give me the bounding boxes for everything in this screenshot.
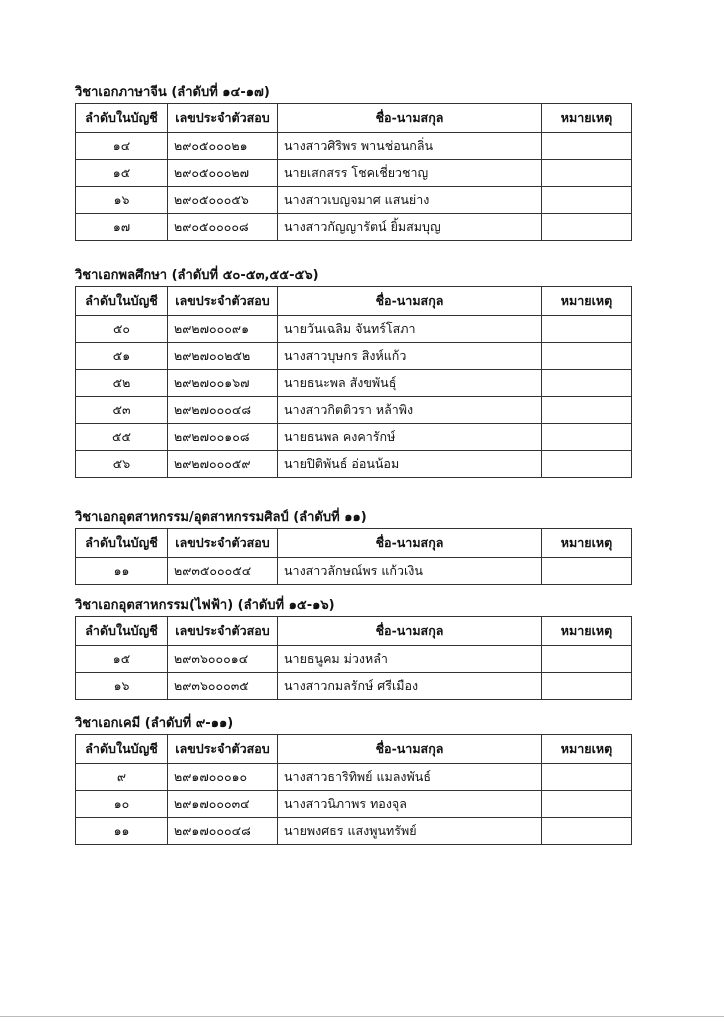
name-cell: นายวันเฉลิม จันทร์โสภา — [278, 316, 542, 343]
name-cell: นายพงศธร แสงพูนทรัพย์ — [278, 818, 542, 845]
order-cell: ๕๓ — [76, 397, 168, 424]
roster-table — [75, 734, 632, 845]
table-row — [76, 764, 632, 791]
exam-id-cell: ๒๙๒๗๐๐๐๕๙ — [168, 451, 278, 478]
table-header-row — [76, 617, 632, 646]
section-3 — [75, 508, 635, 585]
exam-id-cell: ๒๙๓๕๐๐๐๕๔ — [168, 558, 278, 585]
name-header: ชื่อ-นามสกุล — [278, 104, 542, 133]
table-row — [76, 818, 632, 845]
order-cell: ๕๐ — [76, 316, 168, 343]
order-cell: ๕๒ — [76, 370, 168, 397]
table-row — [76, 673, 632, 700]
section-4 — [75, 596, 635, 700]
exam-id-header: เลขประจำตัวสอบ — [168, 529, 278, 558]
name-header: ชื่อ-นามสกุล — [278, 617, 542, 646]
name-cell: นางสาวกมลรักษ์ ศรีเมือง — [278, 673, 542, 700]
table-header-row — [76, 287, 632, 316]
remark-cell — [542, 370, 632, 397]
section-title: วิชาเอกอุตสาหกรรม/อุตสาหกรรมศิลป์ (ลำดับที่ ๑๑) — [75, 510, 367, 525]
remark-header: หมายเหตุ — [542, 617, 632, 646]
remark-header: หมายเหตุ — [542, 735, 632, 764]
name-cell: นางสาวธาริทิพย์ แมลงพันธ์ — [278, 764, 542, 791]
table-row — [76, 214, 632, 241]
order-cell: ๑๖ — [76, 187, 168, 214]
roster-table — [75, 528, 632, 585]
order-cell: ๑๕ — [76, 160, 168, 187]
table-header-row — [76, 529, 632, 558]
table-row — [76, 160, 632, 187]
roster-table — [75, 103, 632, 241]
name-cell: นางสาวศิริพร พานช่อนกลิ่น — [278, 133, 542, 160]
section-title: วิชาเอกพลศึกษา (ลำดับที่ ๕๐-๕๓,๕๕-๕๖) — [75, 268, 319, 283]
order-header: ลำดับในบัญชี — [76, 104, 168, 133]
order-cell: ๙ — [76, 764, 168, 791]
section-title: วิชาเอกอุตสาหกรรม(ไฟฟ้า) (ลำดับที่ ๑๕-๑๖) — [75, 598, 335, 613]
remark-cell — [542, 558, 632, 585]
remark-cell — [542, 451, 632, 478]
remark-header: หมายเหตุ — [542, 529, 632, 558]
table-row — [76, 397, 632, 424]
name-cell: นายเสกสรร โชคเชี่ยวชาญ — [278, 160, 542, 187]
name-cell: นายปิติพันธ์ อ่อนน้อม — [278, 451, 542, 478]
name-header: ชื่อ-นามสกุล — [278, 529, 542, 558]
order-cell: ๑๑ — [76, 558, 168, 585]
remark-cell — [542, 673, 632, 700]
exam-id-cell: ๒๙๑๗๐๐๐๑๐ — [168, 764, 278, 791]
remark-cell — [542, 424, 632, 451]
exam-id-cell: ๒๙๒๗๐๐๒๕๒ — [168, 343, 278, 370]
order-header: ลำดับในบัญชี — [76, 529, 168, 558]
remark-cell — [542, 343, 632, 370]
table-row — [76, 791, 632, 818]
order-cell: ๑๑ — [76, 818, 168, 845]
name-cell: นายธนพล คงคารักษ์ — [278, 424, 542, 451]
table-row — [76, 646, 632, 673]
table-header-row — [76, 735, 632, 764]
exam-id-header: เลขประจำตัวสอบ — [168, 104, 278, 133]
remark-cell — [542, 764, 632, 791]
name-cell: นางสาวเบญจมาศ แสนย่าง — [278, 187, 542, 214]
remark-cell — [542, 397, 632, 424]
name-cell: นางสาวบุษกร สิงห์แก้ว — [278, 343, 542, 370]
roster-table — [75, 286, 632, 478]
exam-id-cell: ๒๙๒๗๐๐๑๖๗ — [168, 370, 278, 397]
page-bottom-edge — [0, 1016, 724, 1017]
section-title: วิชาเอกเคมี (ลำดับที่ ๙-๑๑) — [75, 716, 234, 731]
exam-id-cell: ๒๙๒๗๐๐๑๐๘ — [168, 424, 278, 451]
exam-id-header: เลขประจำตัวสอบ — [168, 617, 278, 646]
name-cell: นายธนะพล สังขพันธุ์ — [278, 370, 542, 397]
remark-cell — [542, 187, 632, 214]
remark-cell — [542, 818, 632, 845]
exam-id-cell: ๒๙๓๖๐๐๐๑๔ — [168, 646, 278, 673]
exam-id-cell: ๒๙๑๗๐๐๐๔๘ — [168, 818, 278, 845]
name-cell: นางสาวกิตติวรา หล้าพิง — [278, 397, 542, 424]
remark-cell — [542, 791, 632, 818]
exam-id-cell: ๒๙๐๕๐๐๐๐๘ — [168, 214, 278, 241]
exam-id-cell: ๒๙๒๗๐๐๐๔๘ — [168, 397, 278, 424]
exam-id-header: เลขประจำตัวสอบ — [168, 287, 278, 316]
exam-id-cell: ๒๙๐๕๐๐๐๒๗ — [168, 160, 278, 187]
table-row — [76, 343, 632, 370]
table-row — [76, 451, 632, 478]
order-cell: ๕๑ — [76, 343, 168, 370]
name-header: ชื่อ-นามสกุล — [278, 287, 542, 316]
section-2 — [75, 266, 635, 478]
exam-id-cell: ๒๙๐๕๐๐๐๕๖ — [168, 187, 278, 214]
order-header: ลำดับในบัญชี — [76, 287, 168, 316]
order-cell: ๑๖ — [76, 673, 168, 700]
table-row — [76, 133, 632, 160]
table-row — [76, 424, 632, 451]
name-cell: นางสาวลักษณ์พร แก้วเงิน — [278, 558, 542, 585]
order-cell: ๕๖ — [76, 451, 168, 478]
name-header: ชื่อ-นามสกุล — [278, 735, 542, 764]
order-header: ลำดับในบัญชี — [76, 735, 168, 764]
name-cell: นางสาวนิภาพร ทองจุล — [278, 791, 542, 818]
name-cell: นางสาวกัญญารัตน์ ยิ้มสมบุญ — [278, 214, 542, 241]
roster-table — [75, 616, 632, 700]
exam-id-cell: ๒๙๑๗๐๐๐๓๔ — [168, 791, 278, 818]
remark-header: หมายเหตุ — [542, 104, 632, 133]
remark-cell — [542, 160, 632, 187]
remark-cell — [542, 133, 632, 160]
remark-cell — [542, 646, 632, 673]
remark-cell — [542, 316, 632, 343]
order-cell: ๑๔ — [76, 133, 168, 160]
order-cell: ๑๗ — [76, 214, 168, 241]
section-5 — [75, 714, 635, 845]
table-row — [76, 316, 632, 343]
section-1 — [75, 83, 635, 241]
table-header-row — [76, 104, 632, 133]
exam-id-cell: ๒๙๓๖๐๐๐๓๕ — [168, 673, 278, 700]
section-title: วิชาเอกภาษาจีน (ลำดับที่ ๑๔-๑๗) — [75, 85, 270, 100]
remark-header: หมายเหตุ — [542, 287, 632, 316]
exam-id-header: เลขประจำตัวสอบ — [168, 735, 278, 764]
exam-id-cell: ๒๙๐๕๐๐๐๒๑ — [168, 133, 278, 160]
order-cell: ๑๕ — [76, 646, 168, 673]
name-cell: นายธนูคม ม่วงหลำ — [278, 646, 542, 673]
table-row — [76, 558, 632, 585]
order-header: ลำดับในบัญชี — [76, 617, 168, 646]
order-cell: ๑๐ — [76, 791, 168, 818]
exam-id-cell: ๒๙๒๗๐๐๐๙๑ — [168, 316, 278, 343]
table-row — [76, 187, 632, 214]
table-row — [76, 370, 632, 397]
remark-cell — [542, 214, 632, 241]
order-cell: ๕๕ — [76, 424, 168, 451]
